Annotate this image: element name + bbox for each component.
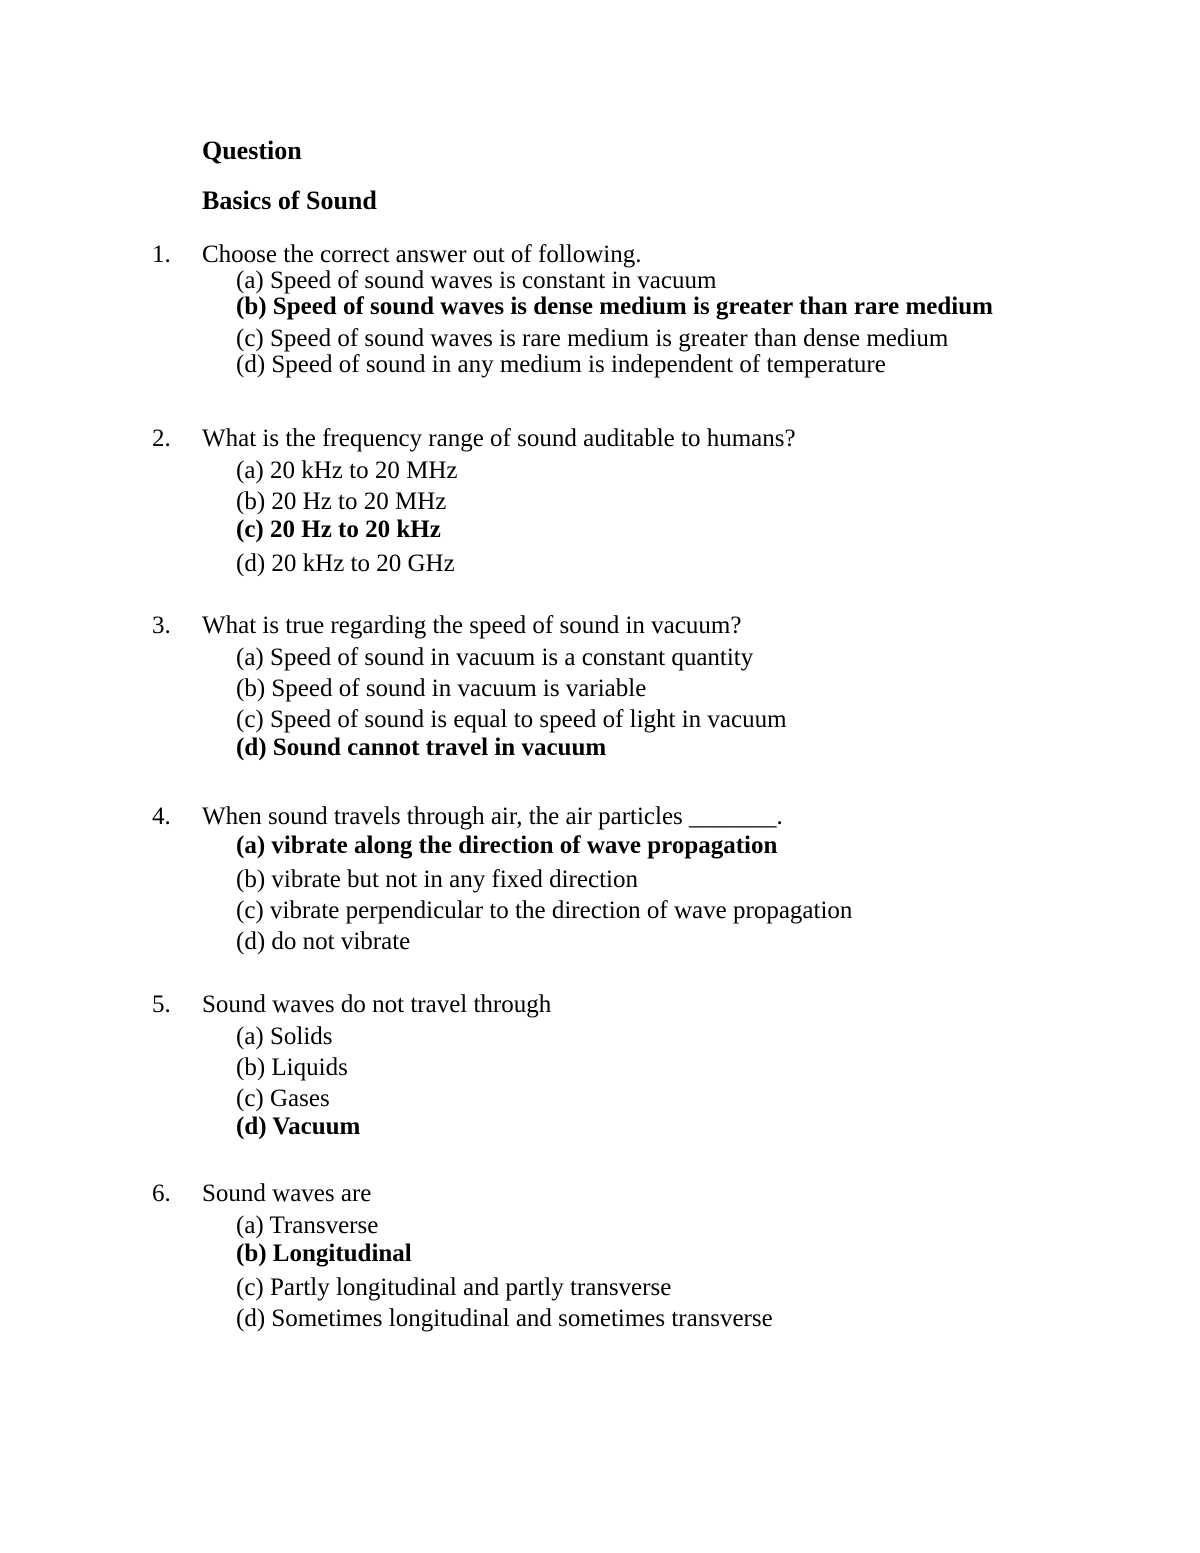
option-list: [0, 1022, 1200, 1146]
question-number: 1.: [152, 241, 171, 268]
option-d: (d) Speed of sound in any medium is independent of temperature: [236, 351, 886, 378]
option-list: [0, 834, 1200, 958]
option-d: (d) Sometimes longitudinal and sometimes transverse: [236, 1305, 773, 1332]
option-c-correct-answer: (c) 20 Hz to 20 kHz: [236, 516, 441, 543]
question-text: Choose the correct answer out of following.: [202, 241, 642, 268]
option-a: (a) Transverse: [236, 1212, 379, 1239]
option-d: (d) do not vibrate: [236, 928, 411, 955]
question-stem: [0, 990, 1200, 1022]
question-stem: [0, 1179, 1200, 1211]
question-text: Sound waves are: [202, 1180, 372, 1207]
option-c: (c) Gases: [236, 1085, 330, 1112]
question-number: 4.: [152, 803, 171, 830]
option-b: (b) Liquids: [236, 1054, 348, 1081]
question-number: 5.: [152, 991, 171, 1018]
option-d-correct-answer: (d) Sound cannot travel in vacuum: [236, 734, 607, 761]
option-c: (c) Partly longitudinal and partly transverse: [236, 1274, 672, 1301]
option-b-correct-answer: (b) Longitudinal: [236, 1240, 412, 1267]
section-title: Basics of Sound: [202, 186, 377, 215]
question-5: [0, 990, 1200, 1146]
option-a: (a) Solids: [236, 1023, 333, 1050]
question-number: 3.: [152, 612, 171, 639]
question-text: What is the frequency range of sound auditable to humans?: [202, 425, 796, 452]
question-text: Sound waves do not travel through: [202, 991, 552, 1018]
question-text: When sound travels through air, the air particles _______.: [202, 803, 783, 830]
option-c: (c) Speed of sound is equal to speed of light in vacuum: [236, 706, 787, 733]
option-d: (d) 20 kHz to 20 GHz: [236, 550, 455, 577]
option-list: [0, 268, 1200, 378]
option-a: (a) Speed of sound waves is constant in vacuum: [236, 267, 717, 294]
question-3: [0, 611, 1200, 767]
option-list: [0, 643, 1200, 767]
document-title: Question: [202, 136, 302, 165]
question-number: 2.: [152, 425, 171, 452]
question-4: [0, 802, 1200, 958]
option-list: [0, 1211, 1200, 1335]
option-a: (a) 20 kHz to 20 MHz: [236, 457, 458, 484]
question-stem: [0, 424, 1200, 456]
option-c: (c) vibrate perpendicular to the direction of wave propagation: [236, 897, 853, 924]
option-b-correct-answer: (b) Speed of sound waves is dense medium is greater than rare medium: [236, 293, 993, 320]
question-stem: [0, 240, 1200, 268]
question-6: [0, 1179, 1200, 1335]
question-1: [0, 240, 1200, 378]
option-b: (b) vibrate but not in any fixed direction: [236, 866, 638, 893]
option-a-correct-answer: (a) vibrate along the direction of wave propagation: [236, 832, 778, 859]
question-2: [0, 424, 1200, 580]
option-b: (b) Speed of sound in vacuum is variable: [236, 675, 647, 702]
option-b: (b) 20 Hz to 20 MHz: [236, 488, 447, 515]
question-stem: [0, 611, 1200, 643]
question-text: What is true regarding the speed of sound in vacuum?: [202, 612, 742, 639]
question-number: 6.: [152, 1180, 171, 1207]
option-d-correct-answer: (d) Vacuum: [236, 1113, 361, 1140]
question-stem: [0, 802, 1200, 834]
option-list: [0, 456, 1200, 580]
option-a: (a) Speed of sound in vacuum is a constant quantity: [236, 644, 754, 671]
option-c: (c) Speed of sound waves is rare medium is greater than dense medium: [236, 325, 949, 352]
